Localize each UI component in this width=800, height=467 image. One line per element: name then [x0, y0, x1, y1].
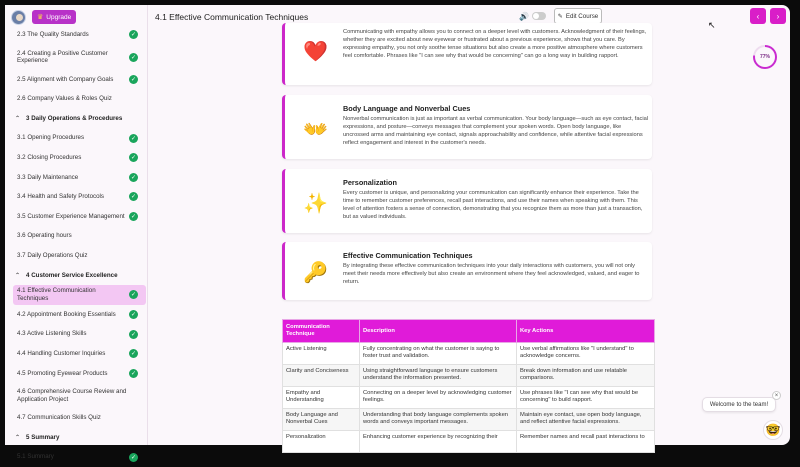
- sidebar-item-label: 4 Customer Service Excellence: [26, 271, 118, 279]
- lesson-content: [282, 29, 654, 445]
- table-cell: Clarity and Conciseness: [283, 365, 360, 387]
- table-cell: Connecting on a deeper level by acknowledging customer feelings.: [360, 387, 517, 409]
- table-header: Key Actions: [517, 320, 655, 343]
- heart-icon: ❤️: [303, 41, 328, 63]
- chevron-up-icon[interactable]: ⌃: [15, 116, 21, 123]
- card-text: Every customer is unique, and personalizing your communication can significantly enhance their experience. Take the time to remember customer preferences, recall past interactions, and use their names when speaking with them. This level of attention fosters a sense of connection, demonstrating that you recognize them as more than just a transaction, but as valued individuals.: [343, 190, 643, 220]
- sidebar-section[interactable]: [5, 266, 148, 286]
- edit-icon: ✎: [557, 12, 563, 20]
- table-row: [283, 409, 655, 431]
- upgrade-label: Upgrade: [46, 13, 72, 21]
- checkmark-icon: ✓: [130, 155, 137, 162]
- sidebar-item[interactable]: [5, 70, 148, 90]
- checkmark-icon: ✓: [130, 194, 137, 201]
- sidebar-section[interactable]: [5, 109, 148, 129]
- card-text: By integrating these effective communication techniques into your daily interactions with customers, you will not only meet their needs more effectively but also create an environment where they feel acknowledged, valued, and eager to return.: [343, 263, 640, 285]
- sidebar-item-label: 4.2 Appointment Booking Essentials: [17, 310, 116, 318]
- card-effective-communication: [282, 242, 652, 300]
- table-cell: Empathy and Understanding: [283, 387, 360, 409]
- chevron-up-icon[interactable]: ⌃: [15, 272, 21, 279]
- table-cell: Personalization: [283, 431, 360, 453]
- mascot-chat-button[interactable]: [763, 420, 783, 440]
- table-cell: Use phrases like "I can see why that would be concerning" to build rapport.: [517, 387, 655, 409]
- speaker-icon[interactable]: 🔊: [519, 12, 529, 21]
- sidebar-item[interactable]: [5, 383, 148, 408]
- sidebar-item[interactable]: [5, 128, 148, 148]
- checkmark-icon: ✓: [130, 331, 137, 338]
- sidebar-item-label: 2.4 Creating a Positive Customer Experience: [17, 49, 108, 65]
- card-body-language: [282, 95, 652, 159]
- sidebar-item[interactable]: [5, 148, 148, 168]
- sidebar-item[interactable]: [5, 187, 148, 207]
- table-header: Description: [360, 320, 517, 343]
- table-cell: Use verbal affirmations like "I understand" to acknowledge concerns.: [517, 343, 655, 365]
- close-icon[interactable]: ×: [772, 391, 781, 400]
- checkmark-icon: ✓: [130, 135, 137, 142]
- sidebar-section[interactable]: [5, 428, 148, 448]
- checkmark-icon: ✓: [130, 174, 137, 181]
- sidebar-item-label: 3.3 Daily Maintenance: [17, 173, 79, 181]
- checkmark-icon: ✓: [130, 454, 137, 461]
- table-cell: Body Language and Nonverbal Cues: [283, 409, 360, 431]
- sidebar-item-label: 4.1 Effective Communication Techniques: [17, 287, 96, 302]
- checkmark-icon: ✓: [130, 292, 137, 299]
- progress-label: 77%: [755, 47, 775, 67]
- open-hands-icon: 👐: [303, 119, 328, 141]
- card-personalization: [282, 169, 652, 233]
- sidebar-item[interactable]: [5, 324, 148, 344]
- sidebar-item[interactable]: [5, 207, 148, 227]
- sidebar-item[interactable]: [5, 305, 148, 325]
- card-text: Communicating with empathy allows you to connect on a deeper level with customers. Acknowledgment of their feelings, whether they are excited about new eyewear or frustrated about a previous experience, shows that you care. By expressing empathy, you not only soothe tense situations but also create a more positive atmosphere where customers feel comfortable. Phrases like "I can see why that would be concerning" can go a long way in building rapport.: [343, 29, 647, 59]
- previous-button[interactable]: ‹: [750, 8, 766, 24]
- table-header: Communication Technique: [283, 320, 360, 343]
- sidebar-item-label: 4.5 Promoting Eyewear Products: [17, 369, 108, 377]
- table-cell: Enhancing customer experience by recognizing their: [360, 431, 517, 453]
- table-row: [283, 431, 655, 453]
- checkmark-icon: ✓: [130, 351, 137, 358]
- next-button[interactable]: ›: [770, 8, 786, 24]
- checkmark-icon: ✓: [130, 76, 137, 83]
- sidebar-item[interactable]: [13, 285, 146, 305]
- upgrade-button[interactable]: [32, 10, 76, 24]
- key-icon: 🔑: [303, 262, 328, 284]
- sidebar-item-label: 4.7 Communication Skills Quiz: [17, 414, 101, 422]
- audio-toggle[interactable]: [532, 12, 546, 20]
- sidebar-item-label: 2.3 The Quality Standards: [17, 31, 89, 39]
- sidebar-item-label: 3.5 Customer Experience Management: [17, 212, 125, 220]
- sidebar-item-label: 3.6 Operating hours: [17, 232, 72, 240]
- card-title: Body Language and Nonverbal Cues: [343, 104, 471, 113]
- chat-welcome-bubble[interactable]: Welcome to the team!: [702, 397, 776, 412]
- table-row: [283, 387, 655, 409]
- page-title: 4.1 Effective Communication Techniques: [155, 12, 309, 22]
- card-text: Nonverbal communication is just as important as verbal communication. Your body language—such as eye contact, facial expressions, and posture—conveys messages that complement your spoken words. Open body language, like uncrossed arms and maintaining eye contact, signals approachability and confidence, while attentive facial expressions reflect engagement and interest in the customer's needs.: [343, 116, 649, 146]
- table-cell: Maintain eye contact, use open body language, and reflect attentive facial expressions.: [517, 409, 655, 431]
- checkmark-icon: ✓: [130, 370, 137, 377]
- checkmark-icon: ✓: [130, 54, 137, 61]
- table-cell: Active Listening: [283, 343, 360, 365]
- edit-course-label: Edit Course: [565, 12, 599, 20]
- course-sidebar: [5, 5, 148, 461]
- sidebar-item-label: 3.1 Opening Procedures: [17, 134, 85, 142]
- lesson-list: [5, 25, 148, 467]
- table-cell: Break down information and use relatable comparisons.: [517, 365, 655, 387]
- sidebar-item[interactable]: [5, 168, 148, 188]
- sidebar-item[interactable]: [5, 25, 148, 45]
- sidebar-item-label: 4.6 Comprehensive Course Review and Application Project: [17, 388, 127, 403]
- card-title: Effective Communication Techniques: [343, 251, 473, 260]
- card-title: Personalization: [343, 178, 397, 187]
- sidebar-item-label: 5 Summary: [26, 433, 60, 441]
- checkmark-icon: ✓: [130, 214, 137, 221]
- table-cell: Using straightforward language to ensure customers understand the information presented.: [360, 365, 517, 387]
- sidebar-item-label: 2.6 Company Values & Roles Quiz: [17, 95, 112, 103]
- mouse-cursor-icon: ↖: [708, 20, 716, 30]
- crown-icon: ♛: [37, 14, 44, 21]
- sidebar-item[interactable]: [5, 447, 148, 467]
- sidebar-item[interactable]: [5, 408, 148, 428]
- sidebar-item-label: 3 Daily Operations & Procedures: [26, 114, 123, 122]
- sidebar-item-label: 2.5 Alignment with Company Goals: [17, 75, 114, 83]
- sidebar-item[interactable]: [5, 364, 148, 384]
- table-row: [283, 343, 655, 365]
- sidebar-item[interactable]: [5, 246, 148, 266]
- progress-ring: [753, 45, 777, 69]
- chevron-up-icon[interactable]: ⌃: [15, 434, 21, 441]
- sidebar-item-label: 4.3 Active Listening Skills: [17, 330, 87, 338]
- sidebar-item-label: 5.1 Summary: [17, 453, 54, 461]
- techniques-table: [282, 319, 655, 453]
- sidebar-item-label: 3.2 Closing Procedures: [17, 154, 82, 162]
- sidebar-item[interactable]: [5, 226, 148, 246]
- checkmark-icon: ✓: [130, 312, 137, 319]
- sidebar-item[interactable]: [5, 344, 148, 364]
- sparkles-icon: ✨: [303, 193, 328, 215]
- app-window: [5, 5, 790, 461]
- avatar[interactable]: [11, 10, 26, 25]
- table-cell: Remember names and recall past interactions to: [517, 431, 655, 453]
- checkmark-icon: ✓: [130, 32, 137, 39]
- table-cell: Understanding that body language complements spoken words and conveys important messages.: [360, 409, 517, 431]
- sidebar-item-label: 4.4 Handling Customer Inquiries: [17, 349, 106, 357]
- table-row: [283, 365, 655, 387]
- sidebar-item-label: 3.7 Daily Operations Quiz: [17, 251, 88, 259]
- card-empathy: [282, 23, 652, 85]
- sidebar-item[interactable]: [5, 89, 148, 109]
- sidebar-item-label: 3.4 Health and Safety Protocols: [17, 193, 105, 201]
- edit-course-button[interactable]: [554, 8, 602, 24]
- sidebar-item[interactable]: [5, 45, 148, 70]
- nerd-face-icon: 🤓: [765, 423, 781, 437]
- table-cell: Fully concentrating on what the customer is saying to foster trust and validation.: [360, 343, 517, 365]
